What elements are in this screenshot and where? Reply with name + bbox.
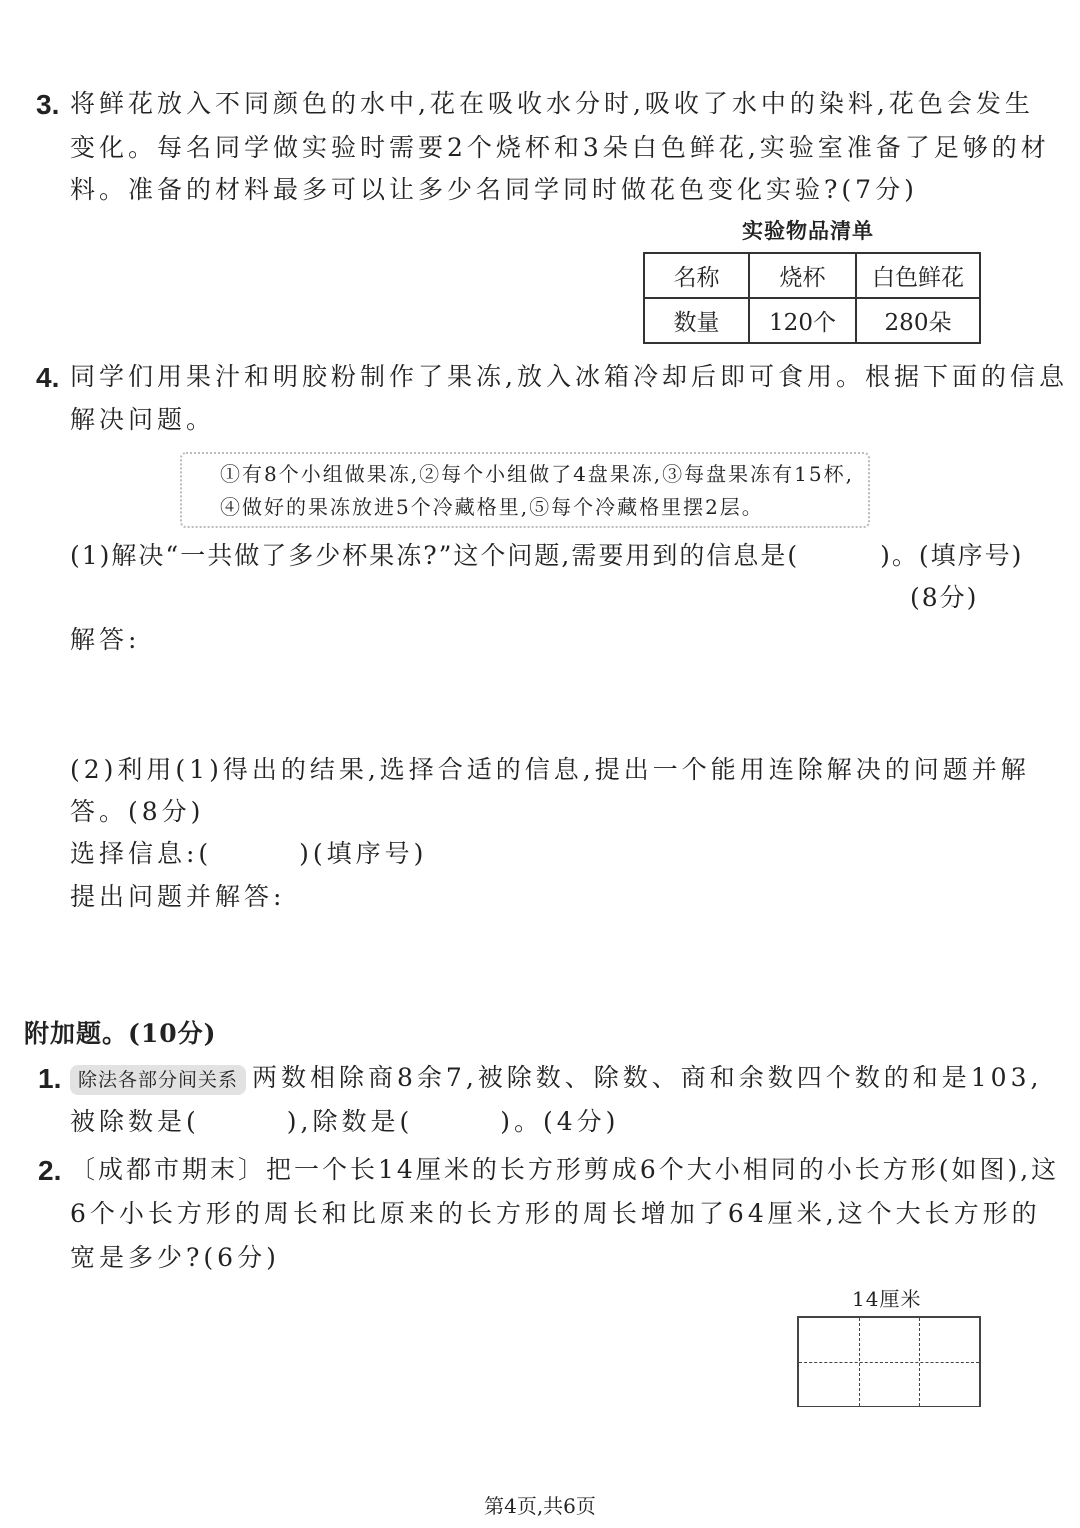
part-1-score: (8分) bbox=[910, 583, 979, 612]
rectangle-diagram bbox=[797, 1316, 981, 1407]
part-2-question: 答。(8分) bbox=[70, 797, 205, 826]
table-cell: 280朵 bbox=[856, 298, 980, 343]
inventory-table bbox=[643, 252, 981, 344]
section-title: 附加题。(10分) bbox=[24, 1019, 217, 1048]
question-number: 4. bbox=[36, 362, 60, 393]
question-number: 3. bbox=[36, 89, 60, 120]
part-2-question: (2)利用(1)得出的结果,选择合适的信息,提出一个能用连除解决的问题并解 bbox=[70, 755, 1030, 784]
table-cell: 名称 bbox=[644, 253, 749, 298]
question-number: 1. bbox=[38, 1063, 62, 1094]
question-text: 被除数是( ),除数是( )。(4分) bbox=[70, 1107, 620, 1136]
table-cell: 白色鲜花 bbox=[856, 253, 980, 298]
question-text: 料。准备的材料最多可以让多少名同学同时做花色变化实验?(7分) bbox=[70, 175, 918, 204]
table-row bbox=[644, 253, 980, 298]
question-text: 宽是多少?(6分) bbox=[70, 1243, 280, 1272]
table-title: 实验物品清单 bbox=[742, 218, 874, 243]
table-cell: 烧杯 bbox=[749, 253, 856, 298]
answer-label: 解答: bbox=[70, 625, 141, 654]
question-text: 将鲜花放入不同颜色的水中,花在吸收水分时,吸收了水中的染料,花色会发生 bbox=[70, 89, 1034, 118]
info-line: ①有8个小组做果冻,②每个小组做了4盘果冻,③每盘果冻有15杯, bbox=[220, 462, 854, 486]
question-text: 〔成都市期末〕把一个长14厘米的长方形剪成6个大小相同的小长方形(如图),这 bbox=[70, 1155, 1060, 1184]
question-number: 2. bbox=[38, 1155, 62, 1186]
table-row bbox=[644, 298, 980, 343]
info-line: ④做好的果冻放进5个冷藏格里,⑤每个冷藏格里摆2层。 bbox=[220, 495, 764, 519]
table-cell: 数量 bbox=[644, 298, 749, 343]
part-1-question: (1)解决“一共做了多少杯果冻?”这个问题,需要用到的信息是( )。(填序号) bbox=[70, 541, 1024, 570]
topic-tag: 除法各部分间关系 bbox=[70, 1065, 246, 1095]
question-text: 两数相除商8余7,被除数、除数、商和余数四个数的和是103, bbox=[252, 1063, 1043, 1092]
ask-answer-label: 提出问题并解答: bbox=[70, 882, 286, 911]
dashed-divider bbox=[799, 1362, 979, 1363]
question-text: 6个小长方形的周长和比原来的长方形的周长增加了64厘米,这个大长方形的 bbox=[70, 1199, 1041, 1228]
question-text: 解决问题。 bbox=[70, 405, 216, 434]
diagram-label: 14厘米 bbox=[852, 1287, 922, 1311]
question-text: 变化。每名同学做实验时需要2个烧杯和3朵白色鲜花,实验室准备了足够的材 bbox=[70, 133, 1050, 162]
table-cell: 120个 bbox=[749, 298, 856, 343]
question-text: 同学们用果汁和明胶粉制作了果冻,放入冰箱冷却后即可食用。根据下面的信息 bbox=[70, 362, 1068, 391]
page-footer: 第4页,共6页 bbox=[484, 1494, 596, 1518]
info-box bbox=[180, 452, 870, 528]
select-info-label: 选择信息:( )(填序号) bbox=[70, 839, 428, 868]
